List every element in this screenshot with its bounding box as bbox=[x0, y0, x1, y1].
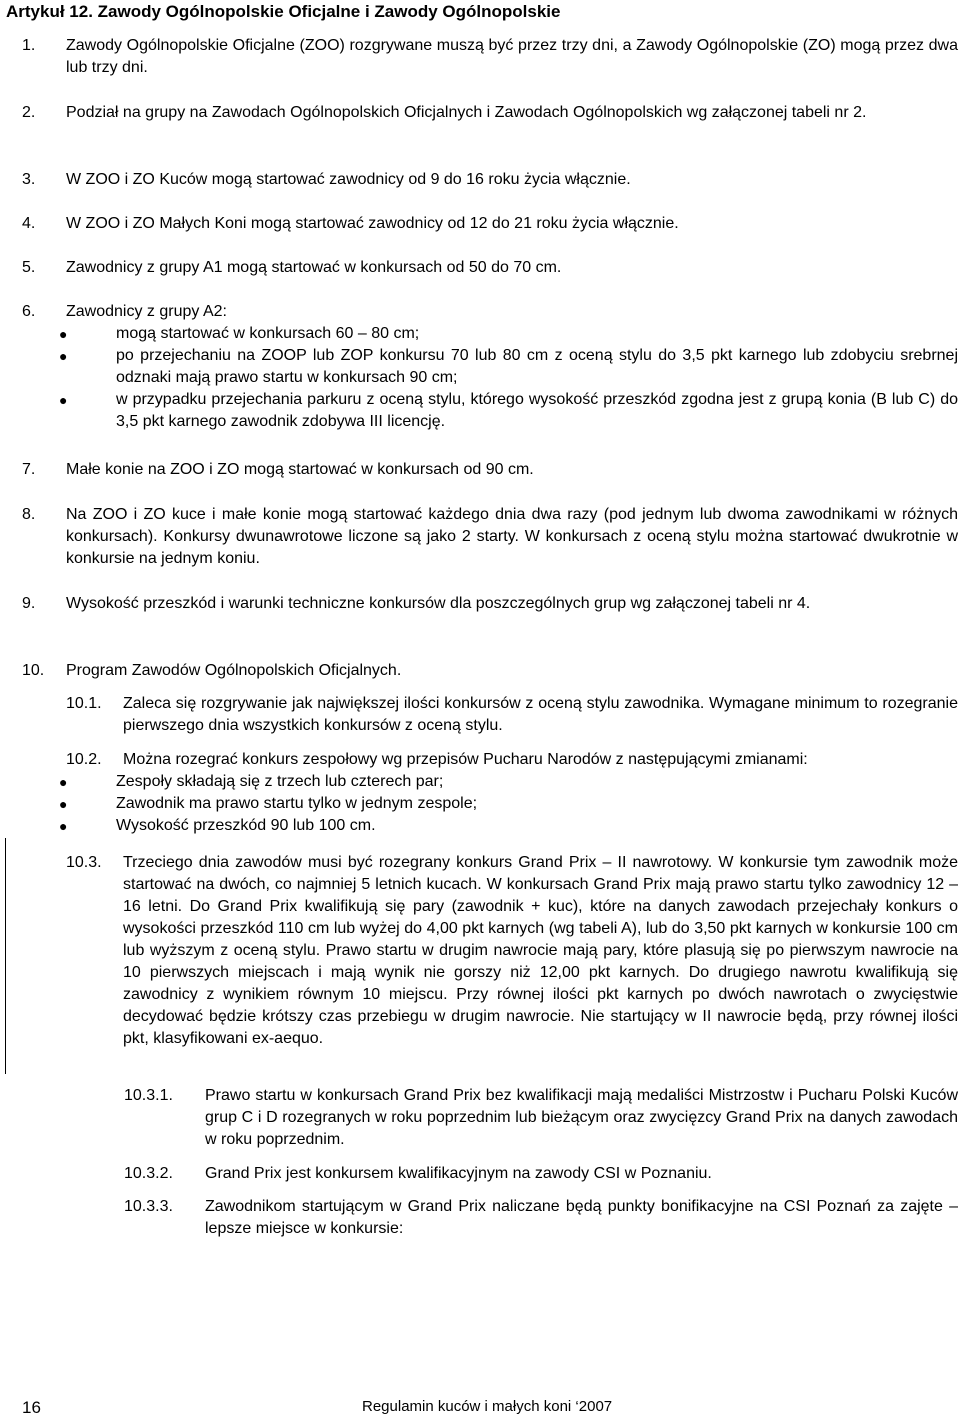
sub-item-number: 10.2. bbox=[66, 751, 102, 768]
bullet-item: ● Zawodnik ma prawo startu tylko w jednym zespole; bbox=[22, 793, 958, 815]
sub-item-text: Trzeciego dnia zawodów musi być rozegrany konkurs Grand Prix – II nawrotowy. W konkursie tym zawodnik może startować na dwóch, co najmniej 5 letnich kucach. W konkursach Grand Prix mają prawo startu tylko zawodnicy 12 – 16 letni. Do Grand Prix kwalifikują się pary (zawodnik + kuc), które na danych zawodach przejechały konkurs o wysokości przeszkód 110 cm lub wyżej do 4,00 pkt karnych (wg tabeli A), lub do 3,50 pkt karnych w konkursie 100 cm lub wyższym z oceną stylu. Prawo startu w drugim nawrocie mają pary, które plasują się po pierwszym nawrocie na 10 pierwszych miejscach i mają wynik nie gorszy niż 12,00 pkt karnych. Do drugiego nawrotu kwalifikują się zawodnicy z wynikiem równym 10 miejscu. Przy równej ilości pkt karnych po dwóch nawrotach o zwycięstwie decydować będzie krótszy czas przebiegu w drugim nawrocie. Nie startujący w II nawrocie będą, przy równej ilości pkt, klasyfikowani ex-aequo. bbox=[123, 854, 958, 1047]
sub-sub-item-number: 10.3.2. bbox=[124, 1165, 173, 1182]
list-item-7 bbox=[22, 459, 958, 481]
item-number: 3. bbox=[22, 171, 36, 188]
bullet-dot-icon: ● bbox=[59, 796, 68, 812]
item-number: 9. bbox=[22, 595, 36, 612]
list-item-8 bbox=[22, 504, 958, 570]
bullet-item: ● Zespoły składają się z trzech lub czterech par; bbox=[22, 771, 958, 793]
sub-sub-item-10-3-2 bbox=[124, 1163, 958, 1185]
list-item-9 bbox=[22, 593, 958, 615]
list-item-5 bbox=[22, 257, 958, 279]
bullet-item: ● w przypadku przejechania parkuru z oceną stylu, którego wysokość przeszkód zgodna jest z grupą konia (B lub C) do 3,5 pkt karnego zawodnik zdobywa III licencję. bbox=[59, 391, 958, 430]
sub-item-10-3 bbox=[66, 852, 958, 1050]
sub-item-10-2 bbox=[59, 749, 958, 837]
item-number: 6. bbox=[22, 303, 36, 320]
bullet-dot-icon: ● bbox=[59, 818, 68, 834]
list-item-10 bbox=[22, 660, 958, 682]
item-text: Zawody Ogólnopolskie Oficjalne (ZOO) rozgrywane muszą być przez trzy dni, a Zawody Ogólnopolskie (ZO) mogą przez dwa lub trzy dni. bbox=[66, 37, 958, 76]
bullet-dot-icon: ● bbox=[59, 326, 68, 342]
item-number: 4. bbox=[22, 215, 36, 232]
item-text: Małe konie na ZOO i ZO mogą startować w konkursach od 90 cm. bbox=[66, 461, 534, 478]
list-item-1 bbox=[22, 35, 958, 79]
sub-sub-item-10-3-1 bbox=[124, 1085, 958, 1151]
sub-item-number: 10.1. bbox=[66, 695, 102, 712]
bullet-item: ● Wysokość przeszkód 90 lub 100 cm. bbox=[22, 815, 958, 837]
item-number: 7. bbox=[22, 461, 36, 478]
change-bar bbox=[5, 838, 6, 1074]
bullet-list bbox=[22, 771, 958, 837]
item-text: W ZOO i ZO Małych Koni mogą startować zawodnicy od 12 do 21 roku życia włącznie. bbox=[66, 215, 679, 232]
bullet-dot-icon: ● bbox=[59, 392, 68, 408]
bullet-dot-icon: ● bbox=[59, 774, 68, 790]
bullet-list bbox=[22, 323, 958, 433]
item-number: 8. bbox=[22, 506, 36, 523]
item-text: Program Zawodów Ogólnopolskich Oficjalnych. bbox=[66, 662, 402, 679]
item-number: 2. bbox=[22, 104, 36, 121]
page-number: 16 bbox=[22, 1398, 41, 1417]
article-title: Artykuł 12. Zawody Ogólnopolskie Oficjalne i Zawody Ogólnopolskie bbox=[6, 2, 561, 21]
item-text: Wysokość przeszkód i warunki techniczne konkursów dla poszczególnych grup wg załączonej tabeli nr 4. bbox=[66, 595, 811, 612]
item-number: 5. bbox=[22, 259, 36, 276]
sub-sub-item-number: 10.3.1. bbox=[124, 1087, 173, 1104]
item-text: W ZOO i ZO Kuców mogą startować zawodnicy od 9 do 16 roku życia włącznie. bbox=[66, 171, 631, 188]
item-text: Zawodnicy z grupy A1 mogą startować w konkursach od 50 do 70 cm. bbox=[66, 259, 562, 276]
sub-item-text: Można rozegrać konkurs zespołowy wg przepisów Pucharu Narodów z następującymi zmianami: bbox=[123, 751, 808, 768]
item-text: Na ZOO i ZO kuce i małe konie mogą startować każdego dnia dwa razy (pod jednym lub dwoma zawodnikami w różnych konkursach). Konkursy dwunawrotowe liczone są jako 2 starty. W konkursach z oceną stylu można startować dwukrotnie w konkursie na jednym koniu. bbox=[66, 506, 958, 567]
bullet-item: ● mogą startować w konkursach 60 – 80 cm; bbox=[22, 323, 958, 345]
bullet-item: ● po przejechaniu na ZOOP lub ZOP konkursu 70 lub 80 cm z oceną stylu do 3,5 pkt karnego lub zdobyciu srebrnej odznaki mają prawo startu w konkursach 90 cm; bbox=[59, 347, 958, 386]
list-item-3 bbox=[22, 169, 958, 191]
item-number: 1. bbox=[22, 37, 36, 54]
list-item-6 bbox=[22, 301, 958, 433]
sub-sub-item-text: Prawo startu w konkursach Grand Prix bez kwalifikacji mają medaliści Mistrzostw i Pucharu Polski Kuców grup C i D rozegranych w roku poprzednim lub bieżącym oraz zwycięzcy Grand Prix na danych zawodach w roku poprzednim. bbox=[205, 1087, 958, 1148]
bullet-dot-icon: ● bbox=[59, 348, 68, 364]
sub-sub-item-number: 10.3.3. bbox=[124, 1198, 173, 1215]
sub-sub-item-text: Zawodnikom startującym w Grand Prix naliczane będą punkty bonifikacyjne na CSI Poznań za zajęte – lepsze miejsce w konkursie: bbox=[205, 1198, 958, 1237]
item-text: Podział na grupy na Zawodach Ogólnopolskich Oficjalnych i Zawodach Ogólnopolskich wg załączonej tabeli nr 2. bbox=[66, 104, 867, 121]
item-text: Zawodnicy z grupy A2: bbox=[66, 303, 227, 320]
item-number: 10. bbox=[22, 662, 45, 679]
list-item-4 bbox=[22, 213, 958, 235]
sub-item-10-1 bbox=[66, 693, 958, 737]
sub-item-number: 10.3. bbox=[66, 854, 102, 871]
sub-sub-item-10-3-3 bbox=[124, 1196, 958, 1240]
footer-title: Regulamin kuców i małych koni ‘2007 bbox=[362, 1398, 613, 1415]
list-item-2 bbox=[22, 102, 958, 124]
sub-item-text: Zaleca się rozgrywanie jak największej ilości konkursów z oceną stylu zawodnika. Wymagane minimum to rozegranie pierwszego dnia wszystkich konkursów z oceną stylu. bbox=[123, 695, 958, 734]
sub-sub-item-text: Grand Prix jest konkursem kwalifikacyjnym na zawody CSI w Poznaniu. bbox=[205, 1165, 712, 1182]
